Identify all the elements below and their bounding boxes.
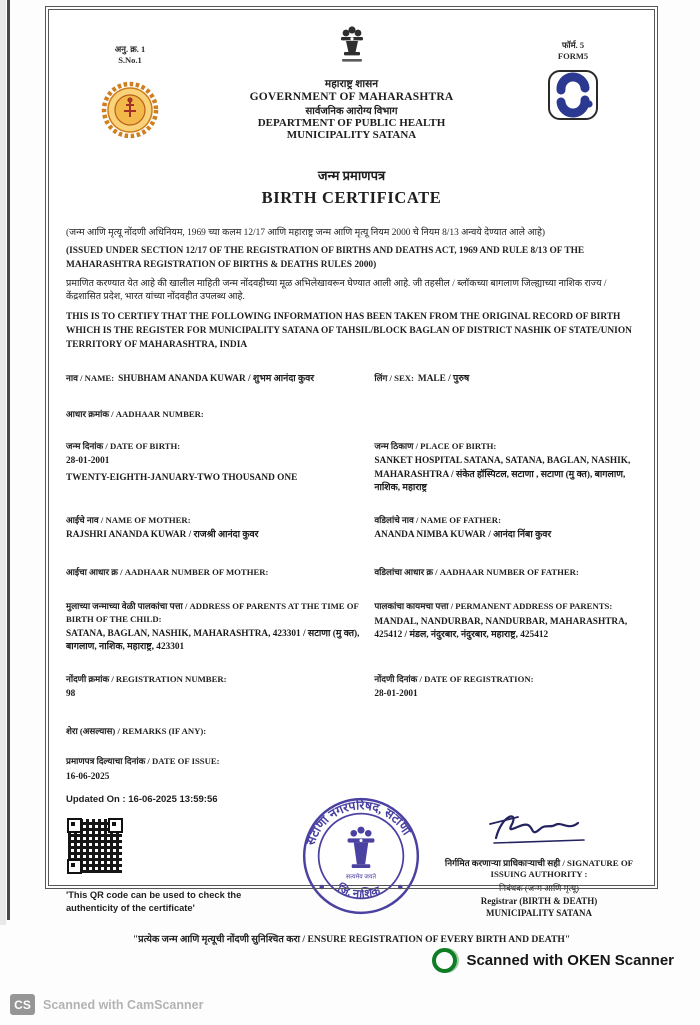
updated-on-text: Updated On : 16-06-2025 13:59:56: [66, 793, 218, 805]
bottom-zone: [66, 794, 637, 918]
form-number-en: FORM5: [557, 50, 589, 61]
govt-name-mr: महाराष्ट्र शासन: [324, 79, 379, 90]
reg-no-label: नोंदणी क्रमांक / REGISTRATION NUMBER:: [66, 673, 227, 684]
field-reg-no: [66, 673, 374, 702]
field-remarks: [66, 721, 374, 739]
certificate-header: [66, 22, 637, 144]
name-value: SHUBHAM ANANDA KUWAR / शुभम आनंदा कुवर: [118, 374, 315, 385]
permanent-address-label: पालकांचा कायमचा पत्ता / PERMANENT ADDRESS OF PARENTS:: [374, 601, 613, 612]
issue-date-value: 16-06-2025: [66, 771, 110, 782]
serial-number-en: S.No.1: [118, 54, 142, 65]
mother-name-label: आईचे नाव / NAME OF MOTHER:: [66, 514, 191, 525]
stamp-bottom-text: जि. नाशिक: [335, 882, 382, 901]
pob-label: जन्म ठिकाण / PLACE OF BIRTH:: [374, 441, 497, 452]
scan-edge-line: [7, 0, 10, 920]
reg-no-value: 98: [66, 688, 76, 699]
crs-logo-icon: [509, 68, 637, 127]
signatory-org: MUNICIPALITY SATANA: [486, 907, 592, 918]
govt-name-en: GOVERNMENT OF MAHARASHTRA: [249, 91, 454, 103]
qr-code: [66, 817, 124, 875]
serial-number-block: [66, 22, 194, 144]
round-stamp-icon: [299, 794, 423, 918]
dob-value: 28-01-2001: [66, 456, 110, 467]
stamp-top-text: सटाणा नगरपरिषद, सटाणा: [303, 798, 414, 847]
row-name-sex: [66, 368, 637, 386]
gold-seal-icon: [66, 81, 194, 144]
field-birth-address: [66, 600, 374, 654]
field-reg-date: [374, 673, 637, 702]
signatory-title-mr: निबंधक (जन्म आणि मृत्यू): [498, 882, 580, 893]
government-header-block: [194, 22, 509, 141]
remarks-label: शेरा (असल्यास) / REMARKS (IF ANY):: [66, 726, 207, 737]
mother-name-value: RAJSHRI ANANDA KUWAR / राजश्री आनंदा कुवर: [66, 529, 259, 540]
birth-address-value: SATANA, BAGLAN, NASHIK, MAHARASHTRA, 423301 / सटाणा (मु क्त), बागलाण, नाशिक, महाराष्ट्र, 423301: [66, 628, 360, 653]
serial-number-mr: अनु. क्र. 1: [114, 44, 146, 54]
reg-date-label: नोंदणी दिनांक / DATE OF REGISTRATION:: [374, 673, 534, 684]
stamp-pillar-emblem: [346, 827, 376, 881]
footer-slogan: "प्रत्येक जन्म आणि मृत्यूची नोंदणी सुनिश्चित करा / ENSURE REGISTRATION OF EVERY BIRTH AND DEATH": [132, 933, 571, 945]
field-dob: [66, 440, 374, 496]
ashoka-emblem-icon: [336, 55, 368, 72]
name-label: नाव / NAME:: [66, 373, 115, 384]
row-remarks: [66, 721, 637, 739]
field-mother-name: [66, 514, 374, 543]
field-sex: [374, 368, 637, 386]
field-mother-aadhaar: [66, 562, 374, 580]
father-name-label: वडिलांचे नाव / NAME OF FATHER:: [374, 514, 501, 525]
qr-finder-icon: [67, 859, 82, 874]
signature-icon: [480, 837, 598, 854]
aadhaar-label: आधार क्रमांक / AADHAAR NUMBER:: [66, 409, 204, 420]
row-parents-aadhaar: [66, 562, 637, 580]
camscanner-logo-icon: CS: [10, 994, 35, 1015]
certificate-title: [66, 166, 637, 208]
father-aadhaar-label: वडिलांचा आधार क्र / AADHAAR NUMBER OF FATHER:: [374, 567, 579, 578]
sex-value: MALE / पुरुष: [417, 374, 470, 385]
signature-label: निर्गमित करणाऱ्या प्राधिकाऱ्याची सही / SIGNATURE OF ISSUING AUTHORITY :: [444, 857, 634, 879]
dob-label: जन्म दिनांक / DATE OF BIRTH:: [66, 441, 181, 452]
act-clause-en: (ISSUED UNDER SECTION 12/17 OF THE REGISTRATION OF BIRTHS AND DEATHS ACT, 1969 AND RULE 8/13 OF THE MAHARASHTRA REGISTRATION OF BIRTHS & DEATHS RULES 2000): [66, 246, 585, 270]
field-father-name: [374, 514, 637, 543]
issue-date-label: प्रमाणपत्र दिल्याचा दिनांक / DATE OF ISSUE:: [66, 756, 220, 767]
signatory-title-en: Registrar (BIRTH & DEATH): [480, 895, 598, 906]
dob-in-words: TWENTY-EIGHTH-JANUARY-TWO THOUSAND ONE: [66, 472, 298, 483]
certify-statement-mr: प्रमाणित करण्यात येत आहे की खालील माहिती जन्म नोंदवहीच्या मूळ अभिलेखावरून घेण्यात आली आहे. जी तहसील / ब्लॉकच्या बागलाण जिल्ह्याच्या नाशिक राज्य / केंद्रशासित प्रदेश, भारत यांच्या नोंदवहीत उपलब्ध आहे.: [66, 278, 607, 303]
dept-name-mr: सार्वजनिक आरोग्य विभाग: [305, 106, 398, 117]
row-registration: [66, 673, 637, 702]
preamble: [66, 226, 637, 352]
mother-aadhaar-label: आईचा आधार क्र / AADHAAR NUMBER OF MOTHER:: [66, 567, 269, 578]
birth-certificate-sheet: [48, 9, 655, 945]
field-issue-date: [66, 755, 374, 784]
signature-block: [441, 794, 637, 918]
stamp-motto-text: सत्यमेव जयते: [346, 873, 376, 881]
municipality-name: MUNICIPALITY SATANA: [286, 129, 417, 141]
certify-statement-en: THIS IS TO CERTIFY THAT THE FOLLOWING INFORMATION HAS BEEN TAKEN FROM THE ORIGINAL RECORD OF BIRTH WHICH IS THE REGISTER FOR MUNICIPALITY SATANA OF TAHSIL/BLOCK BAGLAN OF DISTRICT NASHIK OF STATE/UNION TERRITORY OF MAHARASHTRA, INDIA: [66, 311, 632, 351]
scan-edge-strip: [0, 0, 6, 925]
row-addresses: [66, 600, 637, 654]
qr-caption: 'This QR code can be used to check the authenticity of the certificate': [66, 889, 242, 913]
row-aadhaar: [66, 404, 637, 422]
row-parents-names: [66, 514, 637, 543]
permanent-address-value: MANDAL, NANDURBAR, NANDURBAR, MAHARASHTRA, 425412 / मंडल, नंदुरबार, नंदुरबार, महाराष्ट्र, 425412: [374, 616, 628, 641]
form-number-block: [509, 22, 637, 127]
field-permanent-address: [374, 600, 637, 654]
act-clause-mr: (जन्म आणि मृत्यू नोंदणी अधिनियम, 1969 च्या कलम 12/17 आणि महाराष्ट्र जन्म आणि मृत्यू नियम 2000 चे नियम 8/13 अन्वये देण्यात आले आहे): [66, 228, 546, 239]
camscanner-text: Scanned with CamScanner: [43, 997, 204, 1012]
qr-block: [66, 794, 281, 914]
sex-label: लिंग / SEX:: [374, 373, 414, 384]
dept-name-en: DEPARTMENT OF PUBLIC HEALTH: [257, 117, 446, 129]
pob-value: SANKET HOSPITAL SATANA, SATANA, BAGLAN, NASHIK, MAHARASHTRA / संकेत हॉस्पिटल, सटाणा , सटाणा (मु क्त), बागलाण, नाशिक, महाराष्ट्र: [374, 456, 631, 494]
field-name: [66, 368, 374, 386]
qr-finder-icon: [108, 818, 123, 833]
father-name-value: ANANDA NIMBA KUWAR / आनंदा निंबा कुवर: [374, 529, 552, 540]
row-issue-date: [66, 755, 637, 784]
field-pob: [374, 440, 637, 496]
form-number-mr: फॉर्म. 5: [561, 40, 585, 50]
oken-logo-icon: [432, 948, 457, 973]
title-en: BIRTH CERTIFICATE: [261, 188, 442, 208]
camscanner-mark: [10, 994, 203, 1015]
svg-text:जि. नाशिक: [334, 880, 383, 900]
field-aadhaar: [66, 404, 374, 422]
qr-finder-icon: [67, 818, 82, 833]
oken-scanner-mark: [432, 948, 674, 973]
title-mr: जन्म प्रमाणपत्र: [317, 168, 386, 184]
reg-date-value: 28-01-2001: [374, 688, 418, 699]
row-dob-pob: [66, 440, 637, 496]
municipal-stamp: [281, 794, 441, 918]
birth-address-label: मुलाच्या जन्माच्या वेळी पालकांचा पत्ता / ADDRESS OF PARENTS AT THE TIME OF BIRTH OF THE CHILD:: [66, 601, 359, 624]
field-father-aadhaar: [374, 562, 637, 580]
oken-scanner-text: Scanned with OKEN Scanner: [466, 952, 674, 969]
